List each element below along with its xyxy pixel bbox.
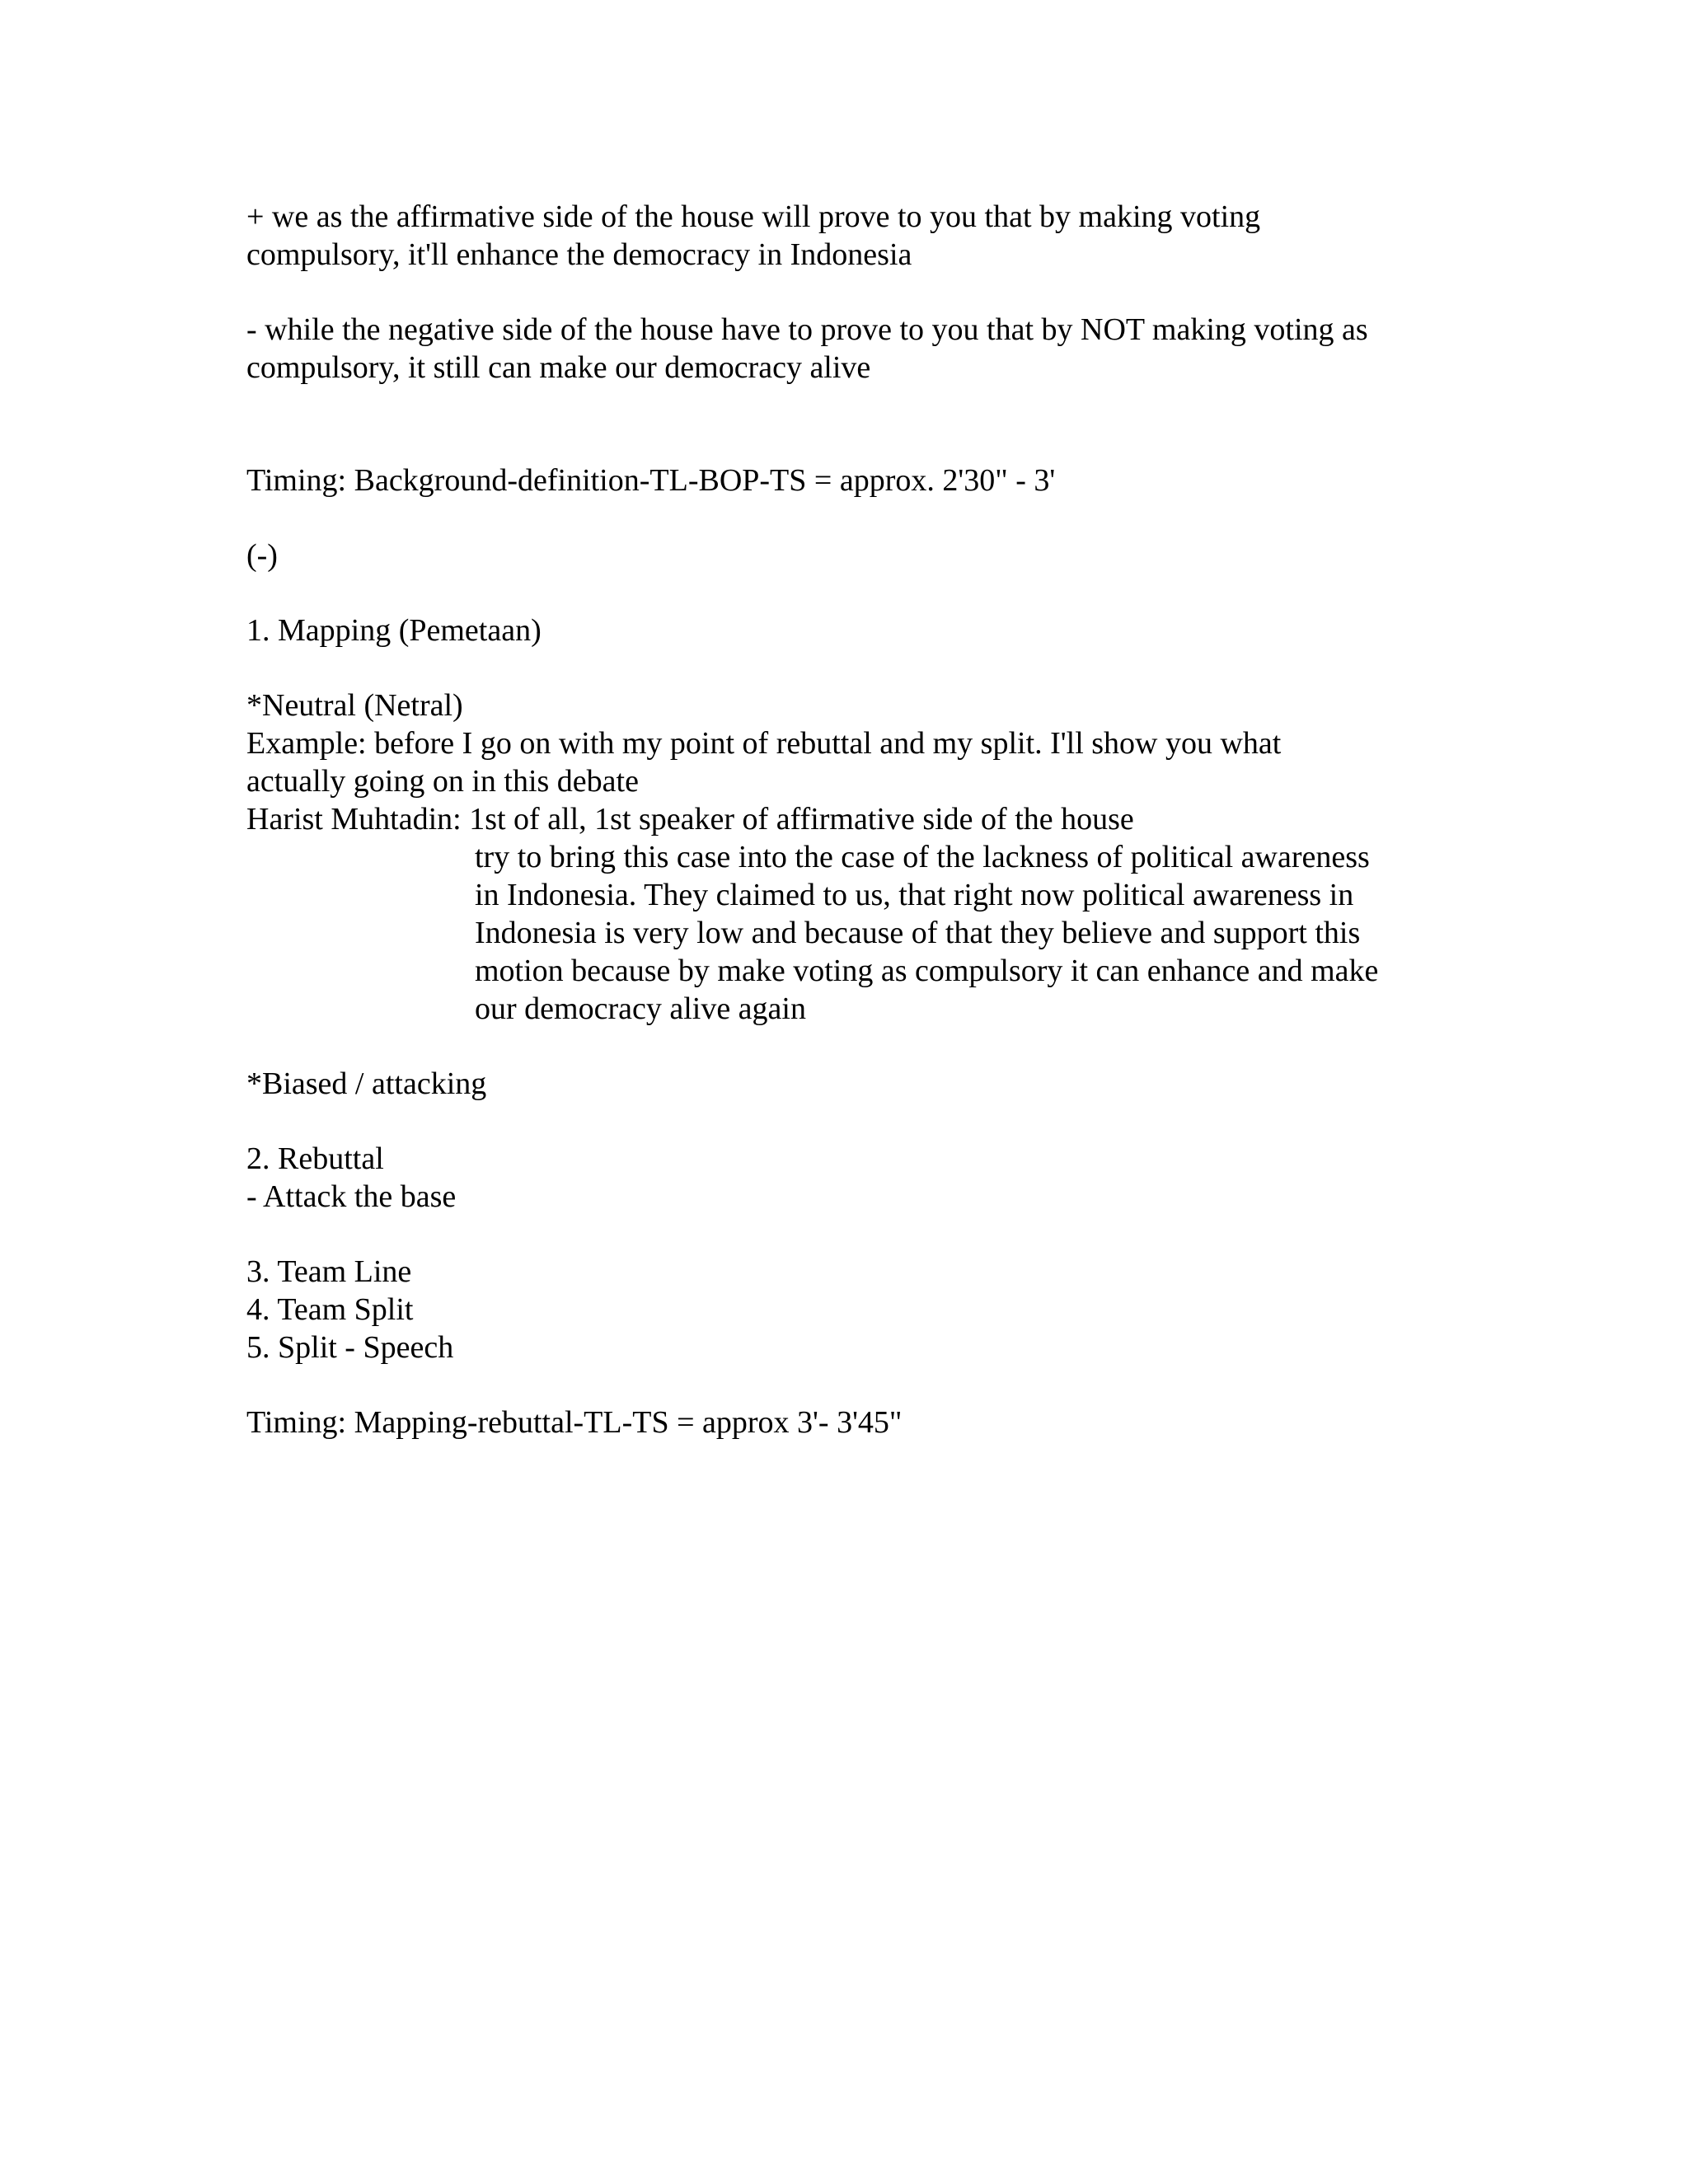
affirmative-intro-line-2: compulsory, it'll enhance the democracy in Indonesia	[246, 237, 912, 272]
speaker-first-line: Harist Muhtadin: 1st of all, 1st speaker of affirmative side of the house	[246, 802, 1134, 837]
negative-intro-line-1: - while the negative side of the house have to prove to you that by NOT making voting as	[246, 312, 1368, 347]
timing-second: Timing: Mapping-rebuttal-TL-TS = approx 3'- 3'45"	[246, 1405, 903, 1440]
team-line: 3. Team Line	[246, 1254, 412, 1289]
negative-marker: (-)	[246, 538, 278, 573]
timing-first: Timing: Background-definition-TL-BOP-TS = approx. 2'30" - 3'	[246, 463, 1056, 498]
example-line-2: actually going on in this debate	[246, 764, 639, 799]
neutral-heading: *Neutral (Netral)	[246, 688, 463, 723]
speaker-continuation-line-4: motion because by make voting as compulsory it can enhance and make	[475, 954, 1379, 988]
negative-intro-line-2: compulsory, it still can make our democracy alive	[246, 350, 871, 385]
team-split: 4. Team Split	[246, 1292, 414, 1327]
biased-heading: *Biased / attacking	[246, 1066, 487, 1101]
rebuttal-heading: 2. Rebuttal	[246, 1141, 384, 1176]
rebuttal-point: - Attack the base	[246, 1179, 457, 1214]
speaker-continuation-line-5: our democracy alive again	[475, 991, 806, 1026]
speaker-continuation-line-1: try to bring this case into the case of the lackness of political awareness	[475, 840, 1370, 874]
speaker-continuation-line-2: in Indonesia. They claimed to us, that right now political awareness in	[475, 878, 1354, 912]
example-line-1: Example: before I go on with my point of rebuttal and my split. I'll show you what	[246, 726, 1282, 761]
affirmative-intro-line-1: + we as the affirmative side of the house will prove to you that by making voting	[246, 199, 1261, 234]
speaker-continuation-line-3: Indonesia is very low and because of that they believe and support this	[475, 916, 1361, 950]
mapping-heading: 1. Mapping (Pemetaan)	[246, 613, 542, 648]
split-speech: 5. Split - Speech	[246, 1330, 454, 1365]
